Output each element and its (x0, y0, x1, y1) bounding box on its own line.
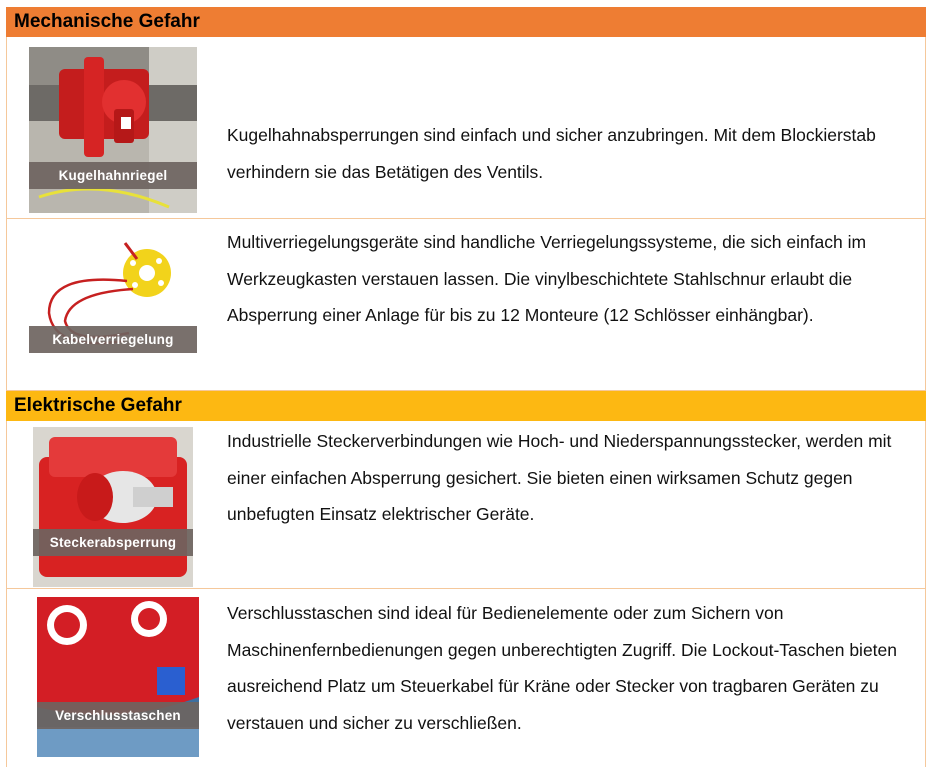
plug-lockout-icon (33, 427, 193, 587)
section-header-mechanical: Mechanische Gefahr (6, 7, 926, 37)
item-description: Kugelhahnabsperrungen sind einfach und sicher anzubringen. Mit dem Blockierstab verhindern sie das Betätigen des Ventils. (227, 125, 876, 182)
image-caption: Steckerabsperrung (33, 529, 193, 556)
lockout-bag-image (37, 597, 199, 757)
item-description: Multiverriegelungsgeräte sind handliche Verriegelungssysteme, die sich einfach im Werkzeugkasten verstauen lassen. Die vinylbeschichtete Stahlschnur erlaubt die Absperrung einer Anlage für bis zu 12 Monteure (12 Schlösser einhängbar). (227, 232, 867, 325)
plug-lockout-image (33, 427, 193, 587)
lockout-bag-icon (37, 597, 199, 757)
image-caption: Kugelhahnriegel (29, 162, 197, 189)
ball-valve-lockout-image (29, 47, 197, 213)
section-header-electrical: Elektrische Gefahr (6, 391, 926, 421)
cable-lockout-image (29, 233, 197, 369)
image-caption: Verschlusstaschen (37, 702, 199, 729)
image-caption: Kabelverriegelung (29, 326, 197, 353)
table-row (6, 37, 926, 219)
table-row (6, 219, 926, 391)
table-row (6, 589, 926, 767)
item-description: Industrielle Steckerverbindungen wie Hoch- und Niederspannungsstecker, werden mit einer einfachen Absperrung gesichert. Sie bieten einen wirksamen Schutz gegen unbefugten Einsatz elektrischer Geräte. (227, 431, 892, 524)
lockout-table (6, 7, 926, 767)
table-row (6, 421, 926, 589)
item-description: Verschlusstaschen sind ideal für Bedienelemente oder zum Sichern von Maschinenfernbedienungen gegen unberechtigten Zugriff. Die Lockout-Taschen bieten ausreichend Platz um Steuerkabel für Kräne oder Stecker von tragbaren Geräten zu verstauen und sicher zu verschließen. (227, 603, 897, 733)
